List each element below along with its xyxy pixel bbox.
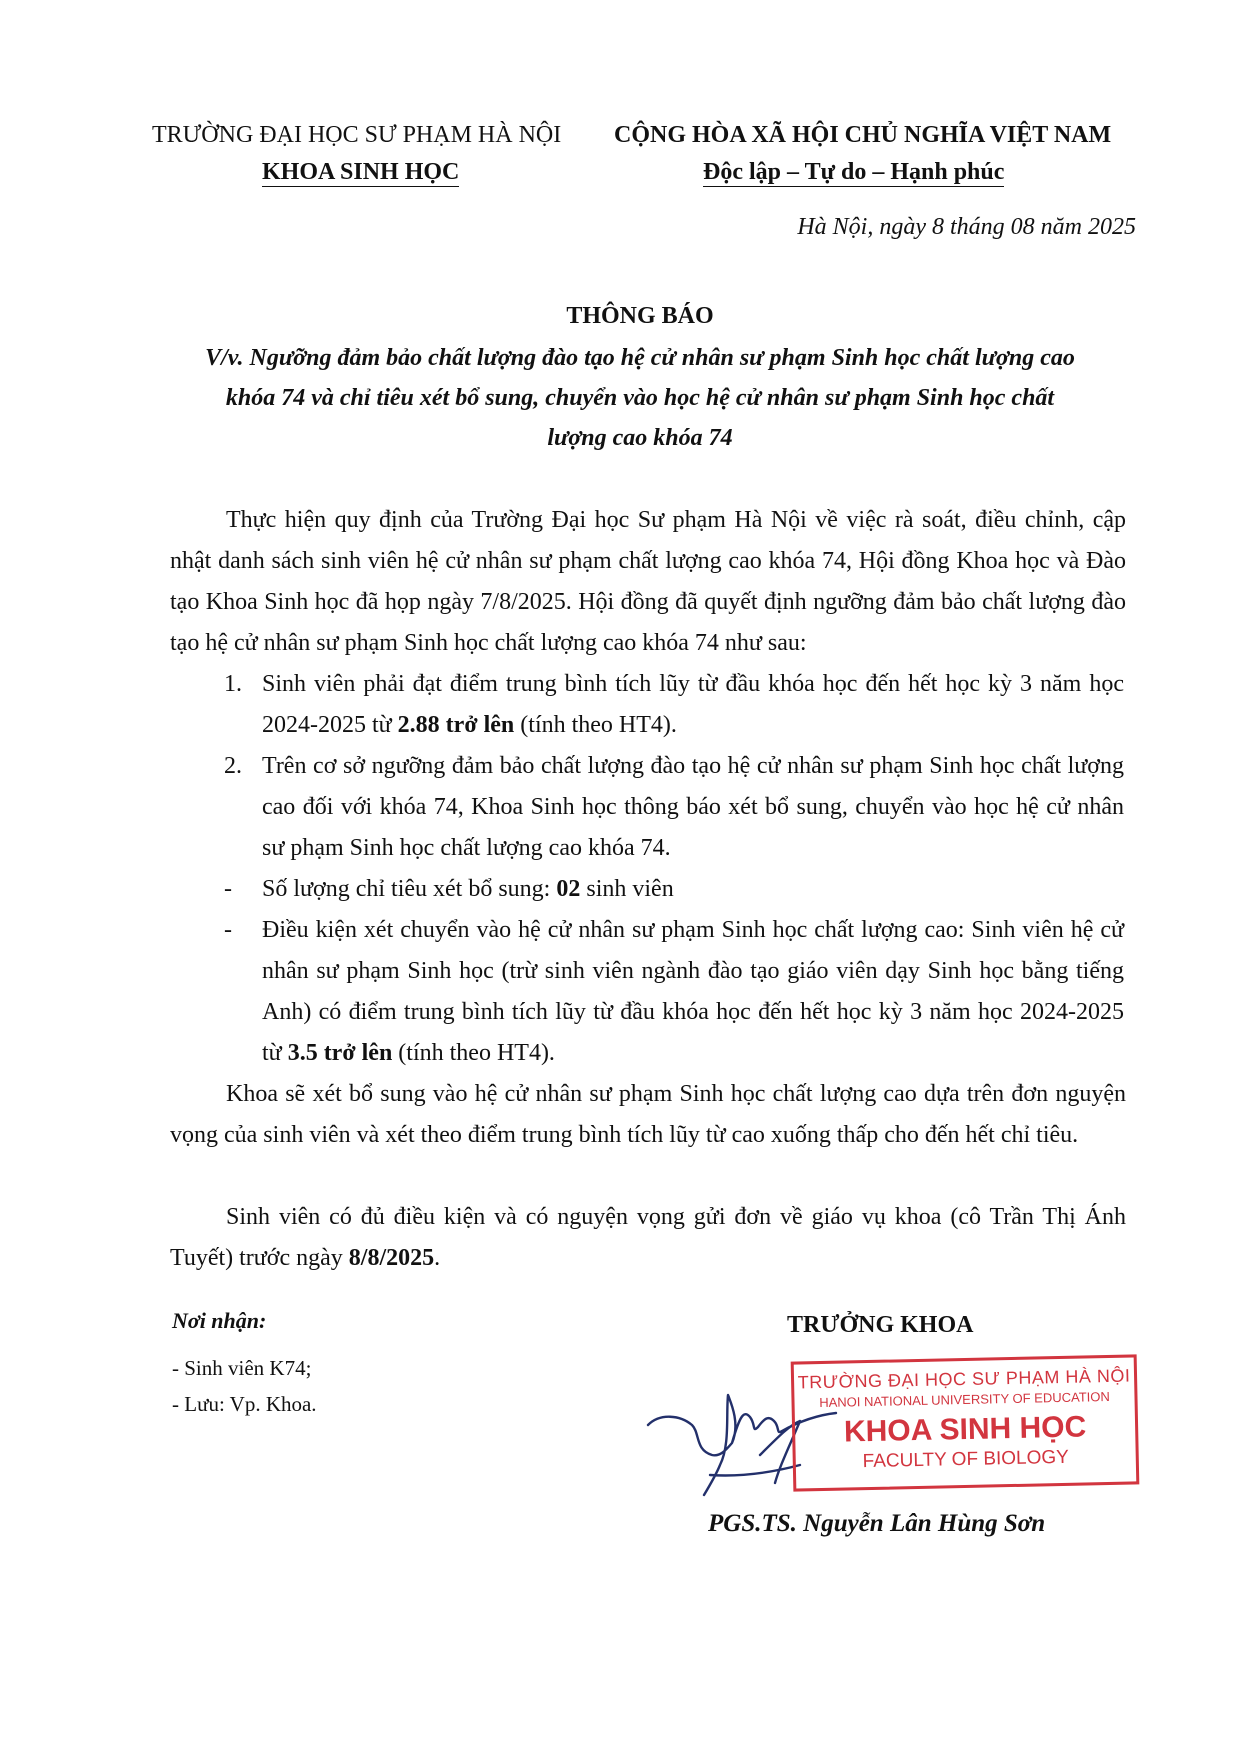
recipients-label: Nơi nhận: (172, 1308, 267, 1333)
national-title: CỘNG HÒA XÃ HỘI CHỦ NGHĨA VIỆT NAM (614, 122, 1112, 148)
submission-deadline: 8/8/2025 (348, 1245, 435, 1271)
document-date: Hà Nội, ngày 8 tháng 08 năm 2025 (797, 214, 1136, 240)
subject-line-1: V/v. Ngưỡng đảm bảo chất lượng đào tạo hệ cử nhân sư phạm Sinh học chất lượng cao (205, 345, 1075, 371)
faculty-name-text: KHOA SINH HỌC (262, 159, 460, 185)
dash-marker: - (224, 917, 232, 943)
submission-end: . (434, 1245, 441, 1271)
stamp-university-en: HANOI NATIONAL UNIVERSITY OF EDUCATION (819, 1388, 1110, 1411)
selection-paragraph: Khoa sẽ xét bổ sung vào hệ cử nhân sư phạm Sinh học chất lượng cao dựa trên đơn nguyện vọng của sinh viên và xét theo điểm trung bình tích lũy từ cao xuống thấp cho đến hết chỉ tiêu. (170, 1081, 1126, 1148)
national-motto (703, 157, 1004, 187)
national-motto-text: Độc lập – Tự do – Hạnh phúc (703, 159, 1005, 185)
list-marker: 1. (224, 671, 242, 697)
list-item-1-text (262, 664, 1124, 746)
subject-line-3: lượng cao khóa 74 (547, 425, 733, 451)
school-name: TRƯỜNG ĐẠI HỌC SƯ PHẠM HÀ NỘI (152, 122, 562, 148)
notice-subject (100, 338, 1180, 458)
condition-note: (tính theo HT4). (392, 1040, 555, 1066)
item1-text: Sinh viên phải đạt điểm trung bình tích lũy từ đầu khóa học đến hết học kỳ 3 năm học 2024-2025 từ (262, 671, 1124, 738)
item1-threshold: 2.88 trở lên (397, 712, 515, 738)
stamp-university-vn: TRƯỜNG ĐẠI HỌC SƯ PHẠM HÀ NỘI (797, 1365, 1131, 1393)
submission-text: Sinh viên có đủ điều kiện và có nguyện vọng gửi đơn về giáo vụ khoa (cô Trần Thị Ánh Tuyết) trước ngày (170, 1204, 1126, 1271)
quota-value: 02 (556, 876, 581, 902)
signer-name: PGS.TS. Nguyễn Lân Hùng Sơn (708, 1510, 1046, 1537)
list-marker: 2. (224, 753, 242, 779)
condition-threshold: 3.5 trở lên (287, 1040, 393, 1066)
submission-paragraph (170, 1197, 1126, 1279)
faculty-name (262, 157, 459, 187)
subject-line-2: khóa 74 và chỉ tiêu xét bổ sung, chuyển vào học hệ cử nhân sư phạm Sinh học chất (225, 385, 1055, 411)
quota-label: Số lượng chỉ tiêu xét bổ sung: (262, 876, 557, 902)
dash-item-quota-text (262, 869, 1124, 910)
recipients-list (172, 1350, 317, 1422)
stamp-faculty-en: FACULTY OF BIOLOGY (862, 1446, 1070, 1473)
recipient-item: - Sinh viên K74; (172, 1356, 312, 1380)
recipient-item: - Lưu: Vp. Khoa. (172, 1392, 317, 1416)
dash-marker: - (224, 876, 232, 902)
condition-text: Điều kiện xét chuyển vào hệ cử nhân sư phạm Sinh học chất lượng cao: Sinh viên hệ cử nhân sư phạm Sinh học (trừ sinh viên ngành đào tạo giáo viên dạy Sinh học bằng tiếng Anh) có điểm trung bình tích lũy từ đầu khóa học đến hết học kỳ 3 năm học 2024-2025 từ (262, 917, 1124, 1066)
notice-title: THÔNG BÁO (566, 303, 714, 329)
intro-paragraph: Thực hiện quy định của Trường Đại học Sư phạm Hà Nội về việc rà soát, điều chỉnh, cập nhật danh sách sinh viên hệ cử nhân sư phạm chất lượng cao khóa 74, Hội đồng Khoa học và Đào tạo Khoa Sinh học đã họp ngày 7/8/2025. Hội đồng đã quyết định ngưỡng đảm bảo chất lượng đào tạo hệ cử nhân sư phạm Sinh học chất lượng cao khóa 74 như sau: (170, 507, 1126, 656)
official-stamp (791, 1354, 1140, 1491)
list-item-2-text: Trên cơ sở ngưỡng đảm bảo chất lượng đào tạo hệ cử nhân sư phạm Sinh học chất lượng cao đối với khóa 74, Khoa Sinh học thông báo xét bổ sung, chuyển vào học hệ cử nhân sư phạm Sinh học chất lượng cao khóa 74. (262, 753, 1124, 861)
item1-note: (tính theo HT4). (514, 712, 677, 738)
dash-item-condition-text (262, 910, 1124, 1074)
stamp-faculty-vn: KHOA SINH HỌC (843, 1410, 1087, 1449)
quota-unit: sinh viên (580, 876, 674, 902)
signer-title: TRƯỞNG KHOA (787, 1312, 974, 1338)
